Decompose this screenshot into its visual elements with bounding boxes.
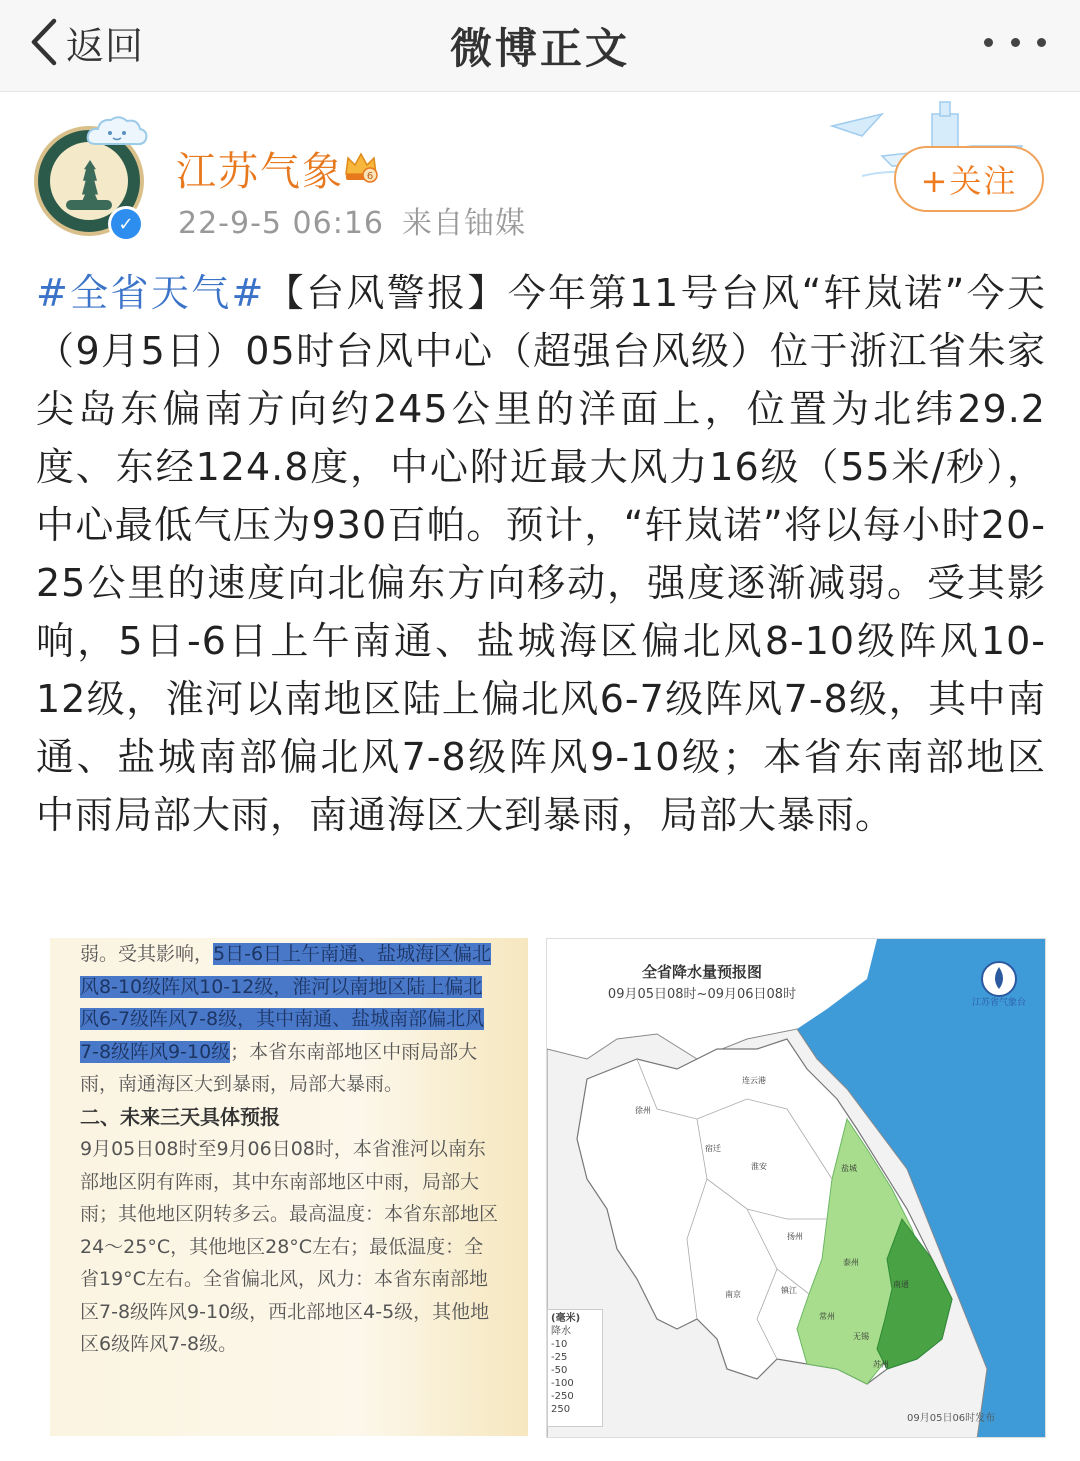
post-image-document[interactable]	[50, 938, 528, 1436]
post-meta	[178, 198, 526, 242]
city-label: 镇江	[781, 1286, 797, 1295]
legend-item: -50	[551, 1365, 568, 1376]
follow-button[interactable]: +关注	[894, 146, 1044, 212]
legend-item: -10	[551, 1339, 568, 1350]
post-body-text: 【台风警报】今年第11号台风“轩岚诺”今天（9月5日）05时台风中心（超强台风级）位于浙江省朱家尖岛东偏南方向约245公里的洋面上，位置为北纬29.2度、东经124.8度，中心附近最大风力16级（55米/秒），中心最低气压为930百帕。预计，“轩岚诺”将以每小时20-25公里的速度向北偏东方向移动，强度逐渐减弱。受其影响，5日-6日上午南通、盐城海区偏北风8-10级阵风10-12级，淮河以南地区陆上偏北风6-7级阵风7-8级，其中南通、盐城南部偏北风7-8级阵风9-10级；本省东南部地区中雨局部大雨，南通海区大到暴雨，局部大暴雨。	[36, 271, 1046, 837]
map-subtitle: 09月05日08时~09月06日08时	[607, 987, 797, 1002]
city-label: 南通	[893, 1280, 909, 1289]
rainfall-map	[547, 939, 1046, 1438]
city-label: 淮安	[751, 1162, 767, 1171]
city-label: 扬州	[787, 1232, 803, 1241]
page-title: 微博正文	[449, 24, 630, 73]
verified-badge	[108, 206, 144, 242]
map-footer: 09月05日06时发布	[907, 1413, 996, 1424]
city-label: 宿迁	[705, 1144, 721, 1153]
back-label: 返回	[66, 23, 145, 68]
city-label: 徐州	[635, 1106, 651, 1115]
legend-item: 降水	[551, 1326, 571, 1337]
hashtag-link[interactable]: #全省天气#	[36, 271, 265, 315]
doc-paragraph-1-post: ；本省东南部地区中雨局部大雨，南通海区大到暴雨，局部大暴雨。	[80, 1040, 478, 1095]
doc-heading: 二、未来三天具体预报	[80, 1104, 280, 1129]
nav-bar	[0, 0, 1080, 92]
city-label: 无锡	[853, 1332, 869, 1341]
doc-paragraph-1-pre: 弱。受其影响，	[80, 943, 214, 965]
doc-paragraph-1-highlight: 5日-6日上午南通、盐城海区偏北风8-10级阵风10-12级，淮河以南地区陆上偏北风6-7级阵风7-8级，其中南通、盐城南部偏北风7-8级阵风9-10级	[80, 943, 492, 1063]
verified-icon: ✓	[111, 209, 141, 239]
city-label: 连云港	[742, 1076, 766, 1085]
more-options-icon[interactable]	[984, 24, 1046, 60]
city-label: 盐城	[841, 1164, 857, 1173]
legend-item: 250	[551, 1404, 571, 1415]
map-logo-text: 江苏省气象台	[971, 998, 1026, 1008]
city-label: 泰州	[843, 1258, 859, 1267]
crown-icon[interactable]	[342, 148, 380, 186]
post-image-map[interactable]	[546, 938, 1046, 1438]
city-label: 常州	[819, 1312, 835, 1321]
svg-text:6: 6	[366, 171, 374, 182]
legend-item: -100	[551, 1378, 574, 1389]
post-body	[36, 264, 1046, 844]
doc-paragraph-2: 9月05日08时至9月06日08时，本省淮河以南东部地区阴有阵雨，其中东南部地区中雨，局部大雨；其他地区阴转多云。最高温度：本省东部地区24～25°C，其他地区28°C左右；最低温度：全省19°C左右。全省偏北风，风力：本省东南部地区7-8级阵风9-10级，西北部地区4-5级，其他地区6级阵风7-8级。	[80, 1138, 499, 1355]
city-label: 南京	[725, 1290, 741, 1299]
city-label: 苏州	[873, 1360, 889, 1369]
map-title: 全省降水量预报图	[641, 963, 762, 981]
document-text	[80, 938, 500, 1361]
post-source: 来自铀媒	[402, 206, 526, 241]
legend-title: (毫米)	[551, 1313, 581, 1324]
legend-item: -250	[551, 1391, 574, 1402]
map-legend	[547, 1309, 603, 1427]
legend-item: -25	[551, 1352, 568, 1363]
cloud-icon	[86, 114, 148, 148]
author-name[interactable]: 江苏气象	[176, 149, 344, 195]
post-time: 22-9-5 06:16	[178, 206, 384, 241]
